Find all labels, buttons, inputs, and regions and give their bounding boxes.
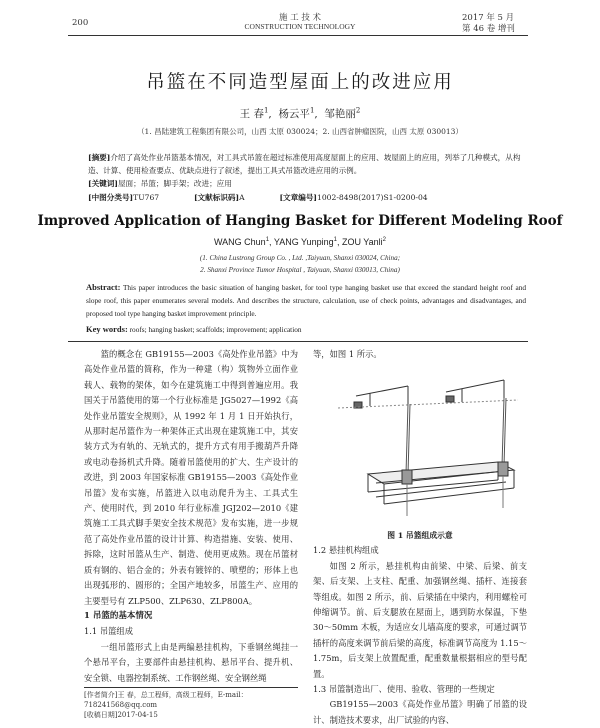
figure-1-caption: 图 1 吊篮组成示意: [387, 531, 453, 540]
hoist-right: [498, 462, 508, 476]
section-1-1-text: 一组吊篮形式上由是两编悬挂机构，下垂钢丝绳挂一个悬吊平台，主要部件由悬挂机构、悬吊平台、提升机、安全锁、电器控制系统、工作钢丝绳、安全钢丝绳: [84, 641, 298, 683]
suspension-beam-right: [446, 380, 504, 392]
affiliation-cn: （1. 昌陆建筑工程集团有限公司，山西 太原 030024；2. 山西省肿瘤医院，山西 太原 030013）: [137, 127, 463, 136]
journal-name-en: CONSTRUCTION TECHNOLOGY: [244, 22, 356, 31]
title-cn: 吊篮在不同造型屋面上的改进应用: [146, 72, 454, 93]
issue-date: 2017 年 5 月: [462, 13, 515, 23]
author-1: 王 春: [239, 108, 264, 120]
keywords-en: Key words: roofs; hanging basket; scaffolds; improvement; application: [86, 324, 302, 334]
section-1-3-heading: 1.3 吊篮制造出厂、使用、验收、管理的一些规定: [313, 684, 495, 695]
right-column-lead: 等，如图 1 所示。: [313, 349, 382, 359]
figure-1-hanging-basket: [328, 366, 524, 526]
affiliation-en-1: (1. China Lustrong Group Co. , Ltd. ,Taiyuan, Shanxi 030024, China;: [199, 254, 401, 262]
section-1-1-heading: 1.1 吊篮组成: [84, 626, 134, 637]
journal-name-cn: 施 工 技 术: [278, 13, 322, 23]
abstract-rule: [68, 341, 528, 342]
page-number: 200: [72, 18, 89, 28]
received-date: [收稿日期]2017-04-15: [84, 711, 158, 719]
volume: 第 46 卷 增刊: [462, 24, 515, 34]
authors-cn: 王 春$^1$, 杨云平$^1$, 邹艳丽$^2$: [239, 106, 361, 120]
footnote-rule: [84, 687, 298, 688]
header-rule: [68, 35, 528, 36]
section-1-3-text: GB19155—2003《高处作业吊篮》明确了吊篮的设计、制造技术要求，出厂试验的内容、: [313, 699, 527, 725]
abstract-cn: [摘要]介绍了高处作业吊篮基本情况，对工具式吊篮在超过标准使用高度屋面上的应用、坡屋面上的应用，列举了几种模式，从构造、计算、使用检查要点、优缺点进行了叙述，提出工具式吊篮改进应用的示例。: [88, 153, 521, 175]
author-3: 邹艳丽: [324, 108, 356, 120]
section-1-2-heading: 1.2 悬挂机构组成: [313, 545, 379, 556]
wire-rope-right: [502, 398, 504, 466]
footnote: [作者简介]王 春，总工程师，高级工程师，E-mail：718241568@qq.com [收稿日期]2017-04-15: [84, 690, 298, 720]
intro-paragraph: 篮的概念在 GB19155—2003《高处作业吊篮》中为高处作业吊篮的简称，作为一种建（构）筑物外立面作业载人、载物的架体，如今在建筑施工中得到普遍应用。我国关于吊篮使用的第一个行业标准是 JG5027—1992《高处作业吊篮安全规则》，从 1992 年 1 月 1 日开始执行，从那时起吊篮作为一种架体正式出现在建筑施工中，其安装方式为有轨的、无轨式的，提升方式有用手搬葫芦升降或电动卷扬机式升降。随着吊篮使用的扩大、生产设计的改进，到 2003 年国家标准 GB19155—2003《高处作业吊篮》发布实施，吊篮进入以电动爬升为主、工具式生产、使用时代，到 2010 年行业标准 JGJ202—2010《建筑施工工具式脚手架安全技术规范》发布实施，进一步规范了高处作业吊篮的设计计算、构造措施、安装、使用、拆除，这时吊篮从生产、制造、使用更成熟。现在吊篮材质有钢的、铝合金的；外表有镀锌的、喷塑的；形体上也出现弧形的、圆形的；全国产地较多，吊篮生产、应用的主要型号有 ZLP500、ZLP630、ZLP800A。: [84, 349, 298, 606]
authors-en: WANG Chun$^1$, YANG Yunping$^1$, ZOU Yanli$^2$: [214, 237, 386, 247]
hoist-left: [402, 470, 412, 484]
section-1-2-text: 如图 2 所示，悬挂机构由前梁、中梁、后梁、前支架、后支架、上支柱、配重、加强钢丝绳、插杆、连接套等组成。如图 2 所示，前、后梁插在中梁内，利用螺栓可伸缩调节。前、后支腿放在屋面上，遇到防水保温，下垫 30～50mm 木板，为适应女儿墙高度的要求，可通过调节插杆的高度来调节前后梁的高度，标准调节高度为 1.15～1.75m，后支架上放置配重，配重数量根据相应的型号配置。: [313, 560, 527, 679]
author-2: 杨云平: [278, 108, 310, 120]
abstract-en: Abstract: This paper introduces the basic situation of hanging basket, for tool type hanging basket use that exceed the standard height roof and slope roof, this paper enumerates several models. And describes the structure, calculation, use of check points, advantages and disadvantages, and proposed tool type hanging basket improvement principle.: [86, 282, 527, 318]
section-1-heading: 1 吊篮的基本情况: [84, 610, 153, 621]
left-column: [84, 347, 298, 686]
suspension-beam-left: [356, 386, 408, 396]
classification-line: [中图分类号]TU767 [文献标识码]A [文章编号]1002-8498(2017)S1-0200-04: [88, 193, 428, 202]
right-column: [313, 528, 527, 728]
wire-rope-left: [406, 404, 408, 474]
keywords-cn: [关键词]屋面；吊篮；脚手架；改进；应用: [88, 179, 232, 188]
title-en: Improved Application of Hanging Basket for Different Modeling Roof: [37, 213, 563, 229]
affiliation-en-2: 2. Shanxi Province Tumor Hospital , Taiyuan, Shanxi 030013, China): [200, 266, 400, 274]
